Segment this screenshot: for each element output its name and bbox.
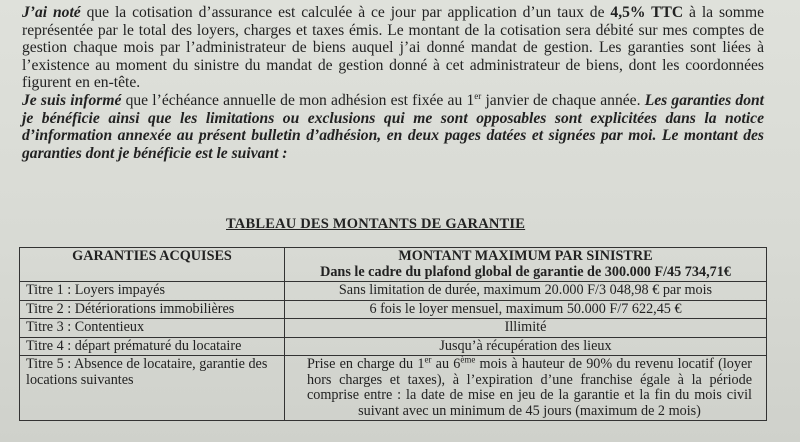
guarantee-table [19,247,767,421]
paragraph2-emphasis: Les garanties dont je bénéficie ainsi que les limitations ou exclusions qui me sont opposables sont explicitées dans la notice d’information annexée au présent bulletin d’adhésion, en deux pages datées et signées par moi. Le montant des garanties dont je bénéficie est le suivant : [22,91,765,162]
paragraph2-text-a: que l’échéance annuelle de mon adhésion est fixée au 1 [121,91,475,109]
header-left: GARANTIES ACQUISES [20,248,285,282]
table-title: TABLEAU DES MONTANTS DE GARANTIE [226,216,526,232]
paragraph1-text-a: que la cotisation d’assurance est calculée à ce jour par application d’un taux de [80,4,611,21]
rate: 4,5% TTC [610,4,684,21]
table-row [20,337,767,356]
paragraph2-lead: Je suis informé [22,91,122,109]
paragraph1-lead: J’ai noté [22,4,81,21]
row-label: Titre 2 : Détériorations immobilières [20,300,285,319]
table-row [20,282,767,301]
paragraph-echeance [22,92,764,162]
row-label: Titre 3 : Contentieux [20,319,285,338]
row5-sup1: er [424,354,432,365]
row-label: Titre 1 : Loyers impayés [20,282,285,301]
table-row [20,319,767,338]
row-value: 6 fois le loyer mensuel, maximum 50.000 F/7 622,45 € [285,300,767,319]
paragraph2-sup: er [474,90,482,101]
body-text [22,4,764,162]
table-row [20,300,767,319]
row-value: Jusqu’à récupération des lieux [285,337,767,356]
row-value: Illimité [285,319,767,338]
table-header-row [20,248,767,282]
row5-value-b: au 6 [431,356,461,372]
paragraph1-text-b: à la somme représentée par le total des loyers, charges et taxes émis. Le montant de la cotisation sera débité sur mes comptes de gestion chaque mois par l’administrateur de biens auquel j’ai donné mandat de gestion. Les garanties sont liées à l’existence au moment du sinistre du mandat de gestion donné à cet administrateur de biens, dont les coordonnées figurent en en-tête. [22,4,764,92]
row-value [285,356,767,421]
row-value: Sans limitation de durée, maximum 20.000 F/3 048,98 € par mois [285,282,767,301]
table-row [20,356,767,421]
row5-value-a: Prise en charge du 1 [307,356,425,372]
paragraph2-text-b: janvier de chaque année. [481,91,645,109]
row5-value-c: mois à hauteur de 90% du revenu locatif (loyer hors charges et taxes), à l’expiration d’une franchise égale à la période comprise entre : la date de mise en jeu de la garantie et la fin du mois civil suivant avec un minimum de 45 jours (maximum de 2 mois) [307,356,752,419]
header-right-title: MONTANT MAXIMUM PAR SINISTRE [398,248,653,264]
paragraph-cotisation [22,4,764,92]
row5-sup2: ème [460,354,476,365]
header-right [285,248,767,282]
row-label: Titre 4 : départ prématuré du locataire [20,337,285,356]
row-label: Titre 5 : Absence de locataire, garantie des locations suivantes [20,356,285,421]
header-right-subtitle: Dans le cadre du plafond global de garantie de 300.000 F/45 734,71€ [320,263,731,280]
